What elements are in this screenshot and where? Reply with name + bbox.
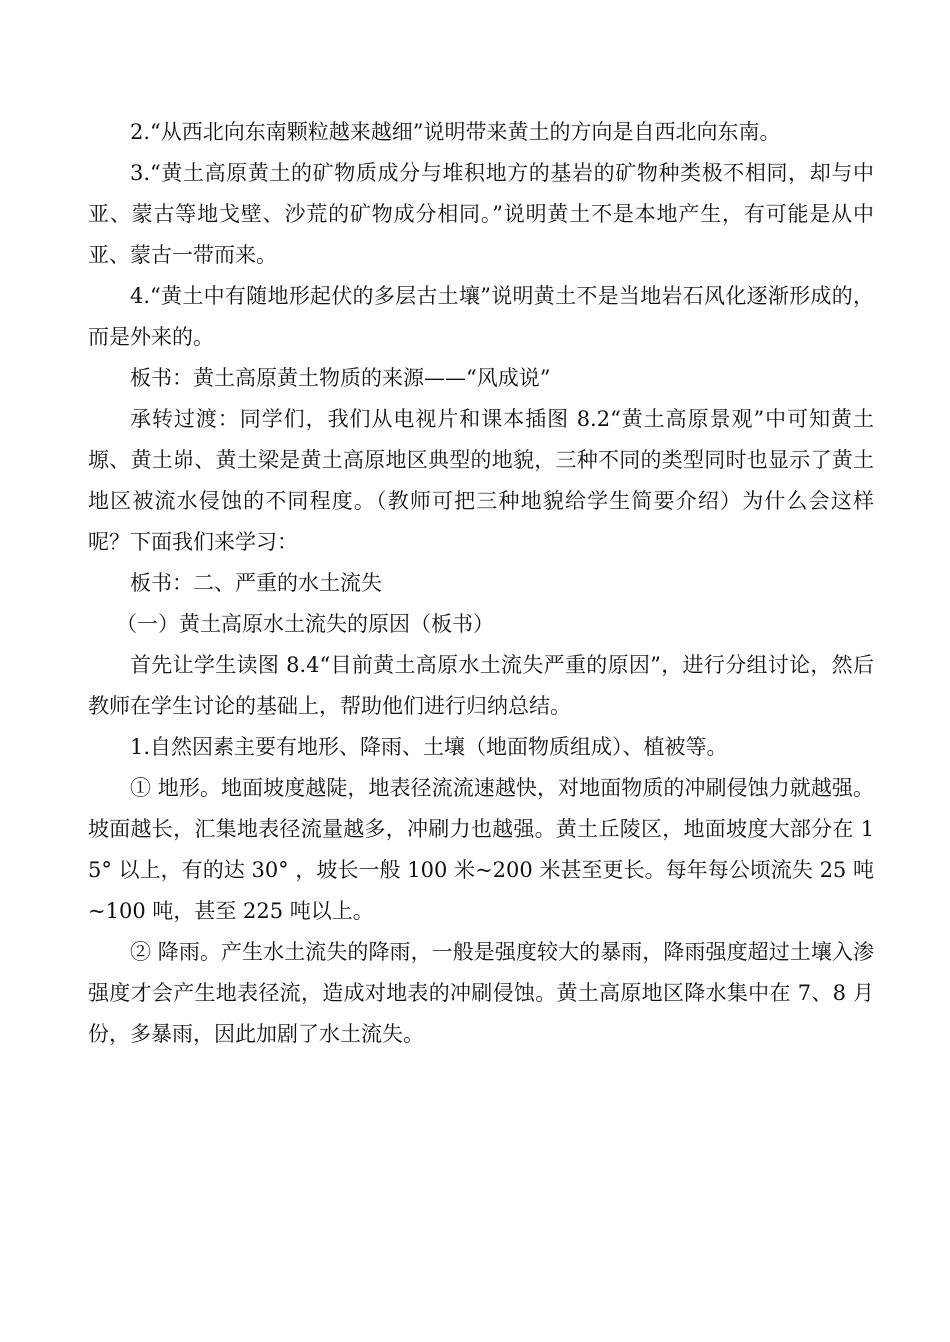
paragraph-mineral-composition: 3.“黄土高原黄土的矿物质成分与堆积地方的基岩的矿物种类极不相同，却与中亚、蒙古等地戈壁、沙荒的矿物成分相同。”说明黄土不是本地产生，有可能是从中亚、蒙古一带而来。	[88, 161, 874, 267]
paragraph-group-discussion: 首先让学生读图 8.4“目前黄土高原水土流失严重的原因”，进行分组讨论，然后教师在学生讨论的基础上，帮助他们进行归纳总结。	[88, 653, 874, 718]
paragraph-rainfall: ② 降雨。产生水土流失的降雨，一般是强度较大的暴雨，降雨强度超过土壤入渗强度才会产生地表径流，造成对地表的冲刷侵蚀。黄土高原地区降水集中在 7、8 月份，多暴雨，因此加剧了水土流失。	[88, 940, 874, 1046]
paragraph-natural-factors: 1.自然因素主要有地形、降雨、土壤（地面物质组成）、植被等。	[130, 735, 728, 759]
board-note-wind-origin: 板书：黄土高原黄土物质的来源——“风成说”	[130, 366, 551, 390]
document-body	[88, 112, 874, 1055]
section-heading-causes: （一）黄土高原水土流失的原因（板书）	[116, 612, 494, 636]
paragraph-transition: 承转过渡：同学们，我们从电视片和课本插图 8.2“黄土高原景观”中可知黄土塬、黄土峁、黄土梁是黄土高原地区典型的地貌，三种不同的类型同时也显示了黄土地区被流水侵蚀的不同程度。（教师可把三种地貌给学生简要介绍）为什么会这样呢？下面我们来学习：	[88, 407, 874, 554]
board-note-soil-erosion: 板书：二、严重的水土流失	[130, 571, 382, 595]
paragraph-direction: 2.“从西北向东南颗粒越来越细”说明带来黄土的方向是自西北向东南。	[130, 120, 781, 144]
paragraph-ancient-soil: 4.“黄土中有随地形起伏的多层古土壤”说明黄土不是当地岩石风化逐渐形成的，而是外来的。	[88, 284, 874, 349]
paragraph-terrain: ① 地形。地面坡度越陡，地表径流流速越快，对地面物质的冲刷侵蚀力就越强。坡面越长，汇集地表径流量越多，冲刷力也越强。黄土丘陵区，地面坡度大部分在 15° 以上，有的达 30° ，坡长一般 100 米~200 米甚至更长。每年每公顷流失 25 吨~100 吨，甚至 225 吨以上。	[88, 776, 874, 923]
